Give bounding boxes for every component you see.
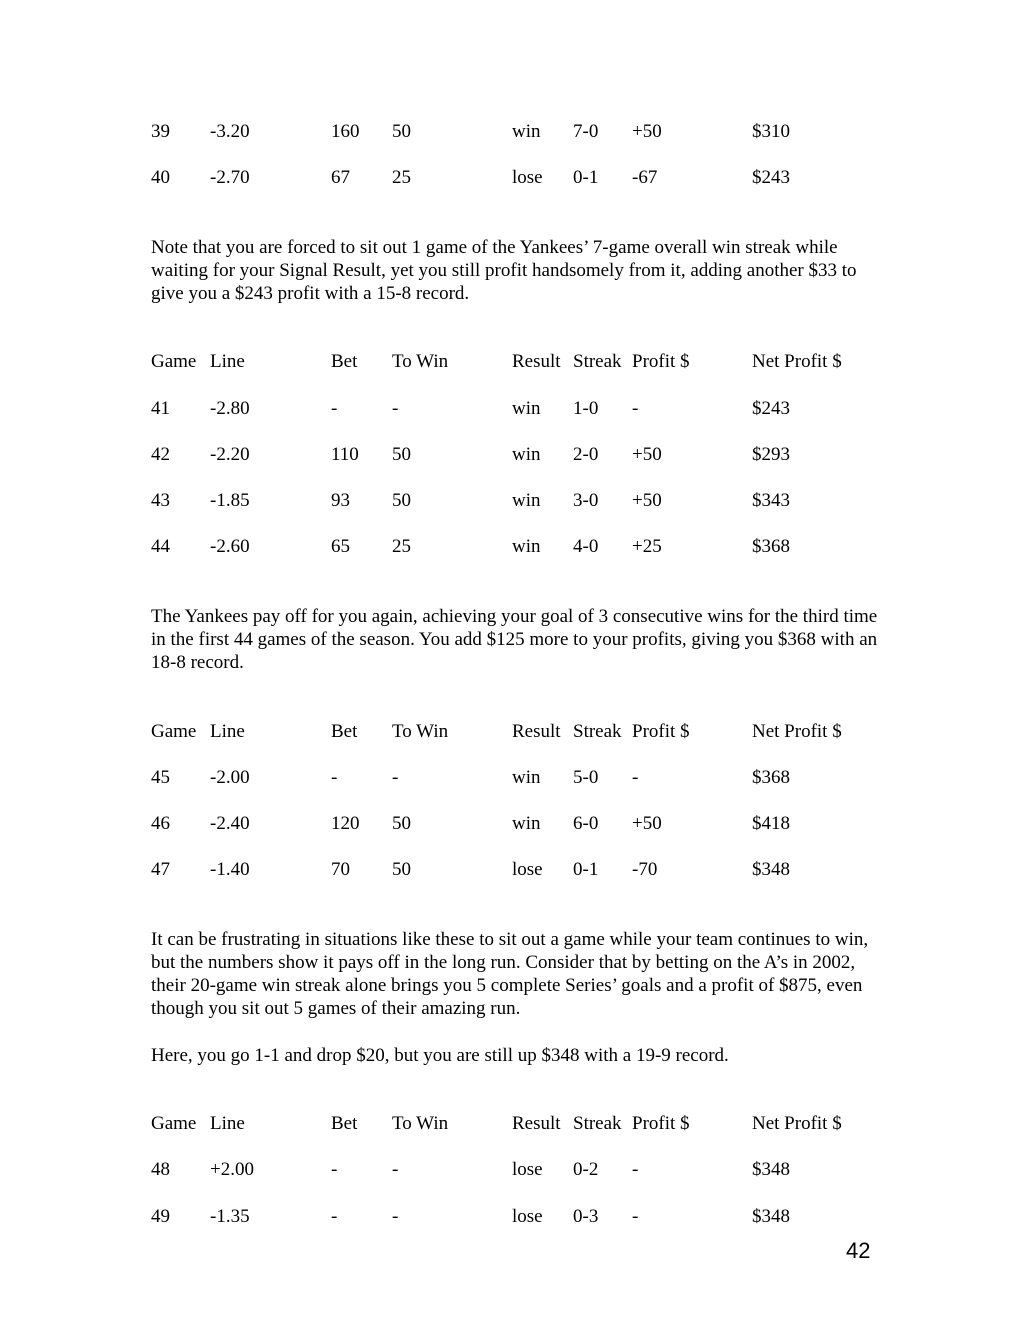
to-win-cell: 50 <box>392 859 411 880</box>
game-cell: 47 <box>151 859 170 880</box>
header-result: Result <box>512 721 561 742</box>
net-profit-cell: $348 <box>752 859 790 880</box>
table-row <box>0 397 1024 421</box>
profit-cell: - <box>632 1206 639 1227</box>
net-profit-cell: $243 <box>752 398 790 419</box>
line-cell: -2.80 <box>210 398 250 419</box>
result-cell: win <box>512 490 541 511</box>
game-cell: 39 <box>151 121 170 142</box>
bet-cell: 93 <box>331 490 350 511</box>
header-bet: Bet <box>331 1113 358 1134</box>
game-cell: 46 <box>151 813 170 834</box>
profit-cell: +50 <box>632 490 662 511</box>
header-streak: Streak <box>573 721 622 742</box>
table-row <box>0 766 1024 790</box>
bet-cell: - <box>331 1159 338 1180</box>
net-profit-cell: $418 <box>752 813 790 834</box>
result-cell: lose <box>512 1206 543 1227</box>
header-result: Result <box>512 1113 561 1134</box>
streak-cell: 0-1 <box>573 859 599 880</box>
game-cell: 49 <box>151 1206 170 1227</box>
header-profit: Profit $ <box>632 351 690 372</box>
net-profit-cell: $348 <box>752 1159 790 1180</box>
result-cell: win <box>512 444 541 465</box>
profit-cell: - <box>632 767 639 788</box>
profit-cell: - <box>632 1159 639 1180</box>
table-row <box>0 120 1024 144</box>
header-profit: Profit $ <box>632 721 690 742</box>
header-to-win: To Win <box>392 721 449 742</box>
game-cell: 44 <box>151 536 170 557</box>
to-win-cell: 50 <box>392 813 411 834</box>
result-cell: win <box>512 813 541 834</box>
line-cell: -2.00 <box>210 767 250 788</box>
result-cell: win <box>512 767 541 788</box>
header-profit: Profit $ <box>632 1113 690 1134</box>
header-result: Result <box>512 351 561 372</box>
header-streak: Streak <box>573 1113 622 1134</box>
line-cell: -1.85 <box>210 490 250 511</box>
profit-cell: -70 <box>632 859 658 880</box>
bet-cell: 160 <box>331 121 360 142</box>
profit-cell: - <box>632 398 639 419</box>
header-streak: Streak <box>573 351 622 372</box>
page-number: 42 <box>846 1238 871 1263</box>
table-row <box>0 812 1024 836</box>
streak-cell: 0-2 <box>573 1159 599 1180</box>
streak-cell: 1-0 <box>573 398 599 419</box>
net-profit-cell: $368 <box>752 767 790 788</box>
line-cell: +2.00 <box>210 1159 254 1180</box>
bet-cell: - <box>331 767 338 788</box>
game-cell: 40 <box>151 167 170 188</box>
game-cell: 41 <box>151 398 170 419</box>
bet-cell: 110 <box>331 444 359 465</box>
to-win-cell: 25 <box>392 167 411 188</box>
paragraph: It can be frustrating in situations like these to sit out a game while your team continues to win, but the numbers show it pays off in the long run. Consider that by betting on the A’s in 2002, their 20-game win streak alone brings you 5 complete Series’ goals and a profit of $875, even though you sit out 5 games of their amazing run. <box>151 929 869 1019</box>
to-win-cell: 50 <box>392 490 411 511</box>
header-line: Line <box>210 351 245 372</box>
table-row <box>0 1205 1024 1229</box>
line-cell: -1.35 <box>210 1206 250 1227</box>
header-game: Game <box>151 721 197 742</box>
bet-cell: 67 <box>331 167 350 188</box>
header-net-profit: Net Profit $ <box>752 721 842 742</box>
line-cell: -2.60 <box>210 536 250 557</box>
bet-cell: 70 <box>331 859 350 880</box>
streak-cell: 2-0 <box>573 444 599 465</box>
game-cell: 45 <box>151 767 170 788</box>
streak-cell: 0-3 <box>573 1206 599 1227</box>
table-row <box>0 1158 1024 1182</box>
streak-cell: 0-1 <box>573 167 599 188</box>
result-cell: lose <box>512 859 543 880</box>
result-cell: win <box>512 536 541 557</box>
profit-cell: +50 <box>632 121 662 142</box>
header-net-profit: Net Profit $ <box>752 1113 842 1134</box>
bet-cell: 120 <box>331 813 360 834</box>
result-cell: win <box>512 121 541 142</box>
net-profit-cell: $243 <box>752 167 790 188</box>
game-cell: 43 <box>151 490 170 511</box>
game-cell: 42 <box>151 444 170 465</box>
profit-cell: +50 <box>632 444 662 465</box>
game-cell: 48 <box>151 1159 170 1180</box>
header-bet: Bet <box>331 351 358 372</box>
paragraph: The Yankees pay off for you again, achieving your goal of 3 consecutive wins for the third time in the first 44 games of the season. You add $125 more to your profits, giving you $368 with an 18-8 record. <box>151 606 878 673</box>
net-profit-cell: $310 <box>752 121 790 142</box>
to-win-cell: - <box>392 398 399 419</box>
line-cell: -1.40 <box>210 859 250 880</box>
net-profit-cell: $343 <box>752 490 790 511</box>
to-win-cell: 50 <box>392 121 411 142</box>
net-profit-cell: $348 <box>752 1206 790 1227</box>
profit-cell: -67 <box>632 167 658 188</box>
bet-cell: 65 <box>331 536 350 557</box>
table-header <box>0 1112 1024 1136</box>
table-row <box>0 166 1024 190</box>
table-row <box>0 443 1024 467</box>
bet-cell: - <box>331 398 338 419</box>
line-cell: -2.20 <box>210 444 250 465</box>
profit-cell: +50 <box>632 813 662 834</box>
to-win-cell: 50 <box>392 444 411 465</box>
streak-cell: 6-0 <box>573 813 599 834</box>
header-game: Game <box>151 351 197 372</box>
table-header <box>0 350 1024 374</box>
header-line: Line <box>210 721 245 742</box>
streak-cell: 4-0 <box>573 536 599 557</box>
header-bet: Bet <box>331 721 358 742</box>
line-cell: -2.40 <box>210 813 250 834</box>
header-to-win: To Win <box>392 351 449 372</box>
line-cell: -2.70 <box>210 167 250 188</box>
table-row <box>0 858 1024 882</box>
streak-cell: 7-0 <box>573 121 599 142</box>
paragraph: Note that you are forced to sit out 1 game of the Yankees’ 7-game overall win streak while waiting for your Signal Result, yet you still profit handsomely from it, adding another $33 to give you a $243 profit with a 15-8 record. <box>151 237 857 304</box>
net-profit-cell: $368 <box>752 536 790 557</box>
bet-cell: - <box>331 1206 338 1227</box>
header-game: Game <box>151 1113 197 1134</box>
to-win-cell: - <box>392 1159 399 1180</box>
header-line: Line <box>210 1113 245 1134</box>
profit-cell: +25 <box>632 536 662 557</box>
net-profit-cell: $293 <box>752 444 790 465</box>
paragraph: Here, you go 1-1 and drop $20, but you are still up $348 with a 19-9 record. <box>151 1045 729 1066</box>
table-row <box>0 535 1024 559</box>
result-cell: lose <box>512 167 543 188</box>
to-win-cell: - <box>392 767 399 788</box>
streak-cell: 5-0 <box>573 767 599 788</box>
to-win-cell: - <box>392 1206 399 1227</box>
table-row <box>0 489 1024 513</box>
line-cell: -3.20 <box>210 121 250 142</box>
header-to-win: To Win <box>392 1113 449 1134</box>
header-net-profit: Net Profit $ <box>752 351 842 372</box>
to-win-cell: 25 <box>392 536 411 557</box>
streak-cell: 3-0 <box>573 490 599 511</box>
result-cell: lose <box>512 1159 543 1180</box>
table-header <box>0 720 1024 744</box>
result-cell: win <box>512 398 541 419</box>
